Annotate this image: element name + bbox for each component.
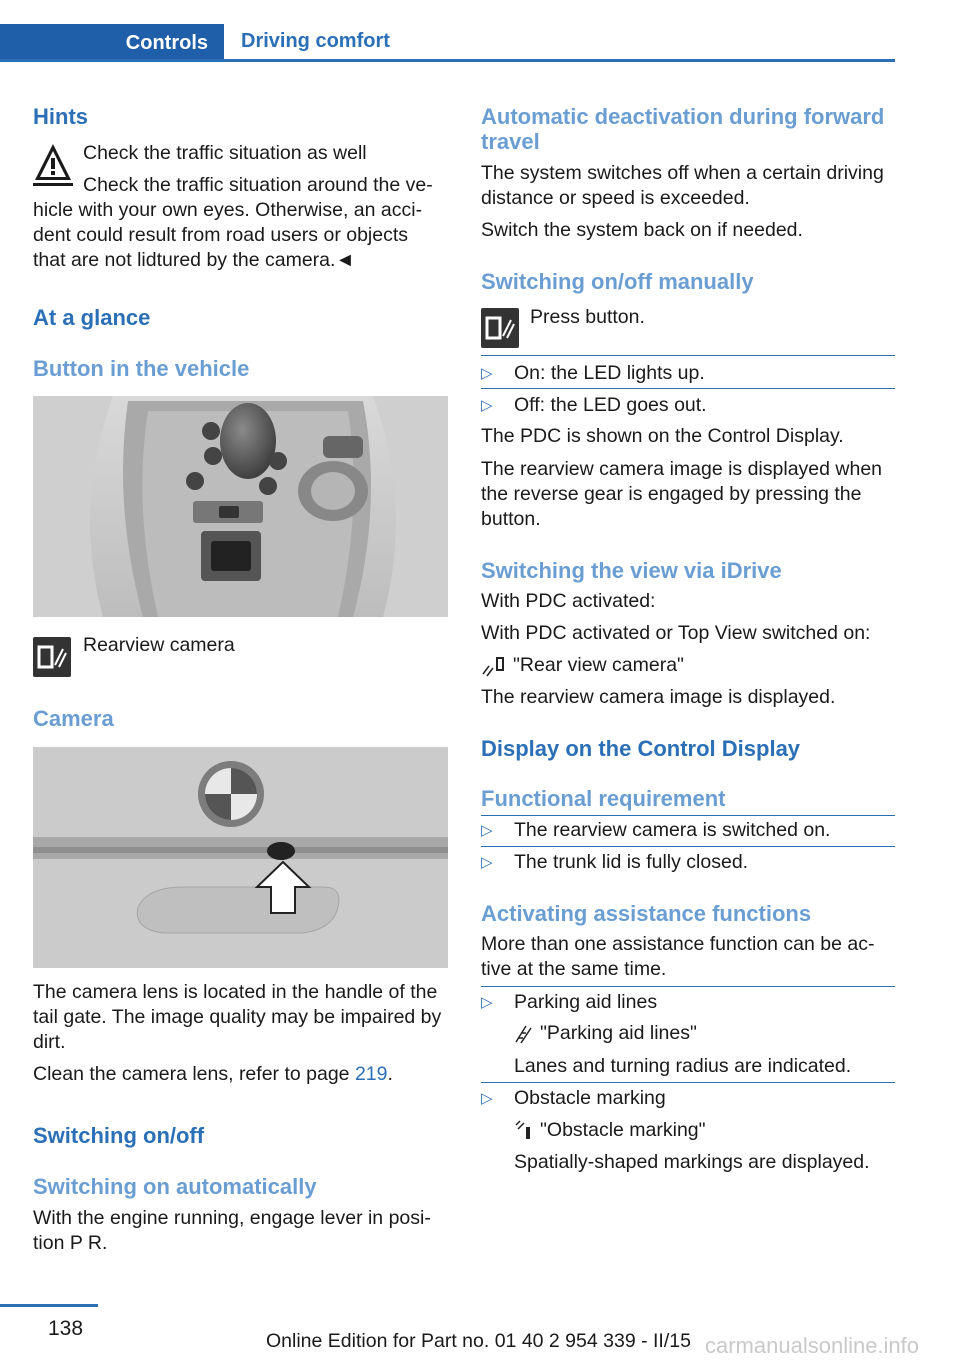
at-a-glance-heading: At a glance	[33, 305, 151, 330]
warning-text-2: hicle with your own eyes. Otherwise, an acci-	[33, 199, 423, 221]
page-number: 138	[48, 1317, 84, 1340]
obstacle-marking-icon	[514, 1119, 534, 1141]
obstacle-marking-menu-item: "Obstacle marking"	[540, 1119, 706, 1141]
warning-title: Check the traffic situation as well	[83, 142, 367, 164]
divider	[481, 986, 895, 987]
rear-view-camera-menu-icon	[481, 656, 507, 678]
watermark: carmanualsonline.info	[705, 1333, 920, 1358]
display-heading: Display on the Control Display	[481, 736, 801, 761]
header-rule	[0, 59, 895, 62]
button-in-vehicle-heading: Button in the vehicle	[33, 356, 250, 381]
bullet-triangle-icon: ▷	[481, 994, 493, 1011]
center-console-image	[33, 396, 448, 617]
manual-heading: Switching on/off manually	[481, 269, 754, 294]
deactivation-heading-2: travel	[481, 129, 540, 154]
tab-controls[interactable]: Controls	[0, 24, 224, 62]
parking-aid-lines-menu-item: "Parking aid lines"	[540, 1022, 697, 1044]
assistance-text-1: More than one assistance function can be ac-	[481, 933, 875, 955]
list-item-text: On: the LED lights up.	[514, 362, 705, 384]
camera-heading: Camera	[33, 706, 114, 731]
bullet-triangle-icon: ▷	[481, 822, 493, 839]
list-item-text: The rearview camera is switched on.	[514, 819, 831, 841]
switching-on-off-heading: Switching on/off	[33, 1123, 205, 1148]
auto-text-2: tion P R.	[33, 1232, 108, 1254]
assistance-heading: Activating assistance functions	[481, 901, 812, 926]
lens-text-2: tail gate. The image quality may be impaired by	[33, 1006, 442, 1028]
pdc-or-top-view-text: With PDC activated or Top View switched on:	[481, 622, 871, 644]
divider	[481, 846, 895, 847]
divider	[481, 1082, 895, 1083]
bullet-triangle-icon: ▷	[481, 365, 493, 382]
rear-image-text-3: button.	[481, 508, 541, 530]
rear-image-displayed-text: The rearview camera image is displayed.	[481, 686, 836, 708]
list-item	[481, 1086, 895, 1111]
functional-requirement-heading: Functional requirement	[481, 786, 726, 811]
warning-icon	[33, 142, 73, 186]
lanes-text: Lanes and turning radius are indicated.	[514, 1055, 852, 1077]
spatial-text: Spatially-shaped markings are displayed.	[514, 1151, 870, 1173]
bullet-triangle-icon: ▷	[481, 854, 493, 871]
list-item-text: Off: the LED goes out.	[514, 394, 707, 416]
clean-lens-text	[33, 1062, 393, 1088]
list-item-text: The trunk lid is fully closed.	[514, 851, 749, 873]
tab-driving-comfort[interactable]: Driving comfort	[241, 30, 390, 52]
edition-text: Online Edition for Part no. 01 40 2 954 339 - II/15	[266, 1330, 691, 1352]
list-item	[481, 990, 895, 1015]
deactivation-heading-1: Automatic deactivation during forward	[481, 104, 885, 129]
hints-heading: Hints	[33, 104, 88, 129]
clean-lens-label: Clean the camera lens, refer to page	[33, 1063, 355, 1085]
warning-text-4: that are not lidtured by the camera.◄	[33, 249, 355, 271]
list-item	[481, 361, 895, 386]
parking-aid-lines-icon	[514, 1024, 534, 1044]
warning-text-3: dent could result from road users or objects	[33, 224, 409, 246]
rear-view-camera-menu-item: "Rear view camera"	[513, 654, 684, 676]
rear-image-text-2: the reverse gear is engaged by pressing the	[481, 483, 862, 505]
lens-text-1: The camera lens is located in the handle of the	[33, 981, 438, 1003]
rearview-camera-label: Rearview camera	[83, 634, 235, 656]
bullet-triangle-icon: ▷	[481, 1090, 493, 1107]
footer-rule	[0, 1304, 98, 1307]
divider	[481, 388, 895, 389]
list-item-text: Parking aid lines	[514, 991, 658, 1013]
rearview-camera-icon	[33, 637, 71, 677]
lens-text-3: dirt.	[33, 1031, 66, 1053]
pdc-activated-text: With PDC activated:	[481, 590, 656, 612]
list-item-text: Obstacle marking	[514, 1087, 666, 1109]
list-item	[481, 850, 895, 875]
list-item	[481, 818, 895, 843]
list-item	[481, 393, 895, 418]
warning-text-1: Check the traffic situation around the ve-	[83, 174, 433, 196]
auto-text-1: With the engine running, engage lever in posi-	[33, 1207, 431, 1229]
clean-lens-end: .	[387, 1063, 393, 1085]
bullet-triangle-icon: ▷	[481, 397, 493, 414]
idrive-heading: Switching the view via iDrive	[481, 558, 782, 583]
press-button-text: Press button.	[530, 306, 645, 328]
page-219-link[interactable]: 219	[354, 1063, 388, 1085]
deactivation-text-2: distance or speed is exceeded.	[481, 187, 750, 209]
pdc-shown-text: The PDC is shown on the Control Display.	[481, 425, 844, 447]
switching-on-automatically-heading: Switching on automatically	[33, 1174, 317, 1199]
deactivation-text-1: The system switches off when a certain driving	[481, 162, 884, 184]
divider	[481, 355, 895, 356]
rear-image-text-1: The rearview camera image is displayed when	[481, 458, 883, 480]
tailgate-camera-image	[33, 747, 448, 968]
assistance-text-2: tive at the same time.	[481, 958, 667, 980]
pdc-button-icon	[481, 308, 519, 348]
divider	[481, 815, 895, 816]
deactivation-text-3: Switch the system back on if needed.	[481, 219, 803, 241]
